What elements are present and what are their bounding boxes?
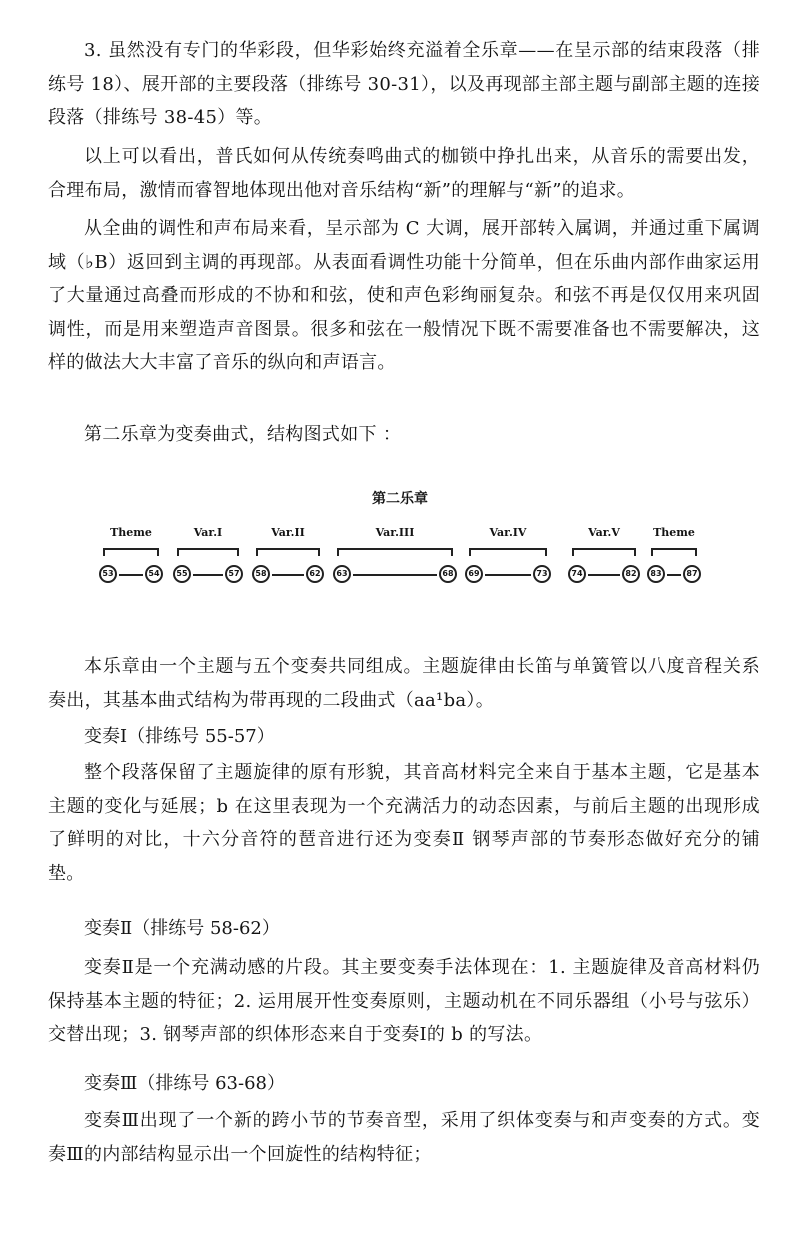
- rehearsal-number-start: 58: [252, 565, 270, 583]
- rehearsal-number-end: 87: [683, 565, 701, 583]
- rehearsal-number-start: 69: [465, 565, 483, 583]
- section-label: Var.III: [375, 526, 415, 539]
- structure-diagram: [0, 480, 800, 600]
- rehearsal-number-start: 83: [647, 565, 665, 583]
- section-bracket: [256, 548, 320, 556]
- section-label: Theme: [110, 526, 152, 539]
- rehearsal-number-end: 62: [306, 565, 324, 583]
- range-dash: [667, 574, 681, 576]
- range-dash: [353, 574, 437, 576]
- paragraph-theme: 本乐章由一个主题与五个变奏共同组成。主题旋律由长笛与单簧管以八度音程关系奏出，其基本曲式结构为带再现的二段曲式（aa¹ba）。: [48, 656, 760, 711]
- rehearsal-number-end: 57: [225, 565, 243, 583]
- rehearsal-number-end: 54: [145, 565, 163, 583]
- range-dash: [272, 574, 304, 576]
- paragraph-movement-intro: 第二乐章为变奏曲式，结构图式如下 ：: [84, 424, 402, 445]
- paragraph-tonality: 从全曲的调性和声布局来看，呈示部为 C 大调，展开部转入属调，并通过重下属调域（♭B）返回到主调的再现部。从表面看调性功能十分简单，但在乐曲内部作曲家运用了大量通过高叠而形成的不协和和弦，使和声色彩绚丽复杂。和弦不再是仅仅用来巩固调性，而是用来塑造声音图景。很多和弦在一般情况下既不需要准备也不需要解决，这样的做法大大丰富了音乐的纵向和声语言。: [48, 218, 760, 373]
- range-dash: [485, 574, 531, 576]
- section-bracket: [103, 548, 159, 556]
- range-dash: [588, 574, 620, 576]
- section-label: Var.IV: [489, 526, 527, 539]
- paragraph-summary: 以上可以看出，普氏如何从传统奏鸣曲式的枷锁中挣扎出来，从音乐的需要出发，合理布局，激情而睿智地体现出他对音乐结构“新”的理解与“新”的追求。: [48, 146, 760, 201]
- section-label: Var.V: [588, 526, 620, 539]
- rehearsal-number-end: 73: [533, 565, 551, 583]
- paragraph-cadenza-note: 3. 虽然没有专门的华彩段，但华彩始终充溢着全乐章——在呈示部的结束段落（排练号 18）、展开部的主要段落（排练号 30-31），以及再现部主部主题与副部主题的连接段落（排练号 38-45）等。: [48, 40, 760, 128]
- paragraph-variation-3: 变奏Ⅲ出现了一个新的跨小节的节奏音型，采用了织体变奏与和声变奏的方式。变奏Ⅲ的内部结构显示出一个回旋性的结构特征；: [48, 1110, 760, 1165]
- section-bracket: [177, 548, 239, 556]
- range-dash: [119, 574, 143, 576]
- diagram-title: 第二乐章: [372, 491, 428, 507]
- section-bracket: [469, 548, 547, 556]
- heading-variation-3: 变奏Ⅲ（排练号 63-68）: [84, 1073, 285, 1094]
- rehearsal-number-end: 68: [439, 565, 457, 583]
- section-bracket: [337, 548, 453, 556]
- section-bracket: [572, 548, 636, 556]
- rehearsal-number-start: 53: [99, 565, 117, 583]
- range-dash: [193, 574, 223, 576]
- section-bracket: [651, 548, 697, 556]
- rehearsal-number-start: 55: [173, 565, 191, 583]
- rehearsal-number-end: 82: [622, 565, 640, 583]
- paragraph-variation-2: 变奏Ⅱ是一个充满动感的片段。其主要变奏手法体现在：1. 主题旋律及音高材料仍保持基本主题的特征；2. 运用展开性变奏原则，主题动机在不同乐器组（小号与弦乐）交替出现；3. 钢琴声部的织体形态来自于变奏Ⅰ的 b 的写法。: [48, 957, 760, 1045]
- section-label: Theme: [653, 526, 695, 539]
- rehearsal-number-start: 74: [568, 565, 586, 583]
- heading-variation-2: 变奏Ⅱ（排练号 58-62）: [84, 918, 280, 939]
- rehearsal-number-start: 63: [333, 565, 351, 583]
- section-label: Var.I: [193, 526, 223, 539]
- section-label: Var.II: [271, 526, 305, 539]
- heading-variation-1: 变奏Ⅰ（排练号 55-57）: [84, 726, 275, 747]
- paragraph-variation-1: 整个段落保留了主题旋律的原有形貌，其音高材料完全来自于基本主题，它是基本主题的变化与延展；b 在这里表现为一个充满活力的动态因素，与前后主题的出现形成了鲜明的对比，十六分音符的琶音进行还为变奏Ⅱ 钢琴声部的节奏形态做好充分的铺垫。: [48, 762, 760, 884]
